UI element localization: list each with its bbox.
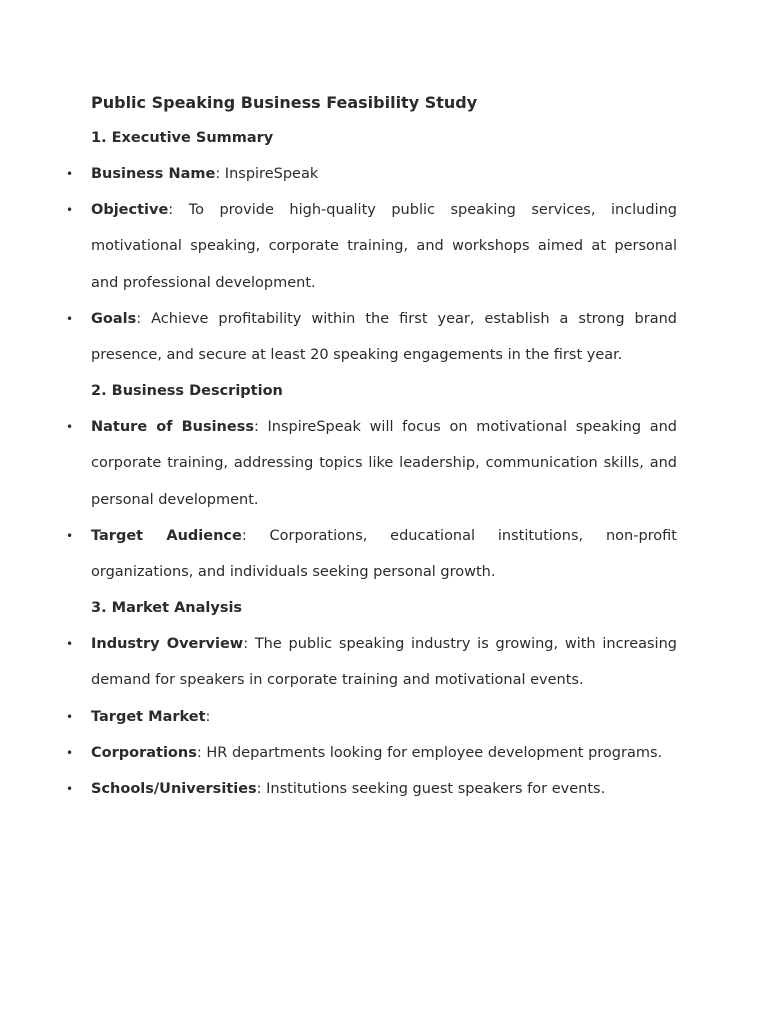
item-text: : InspireSpeak will focus on motivational speaking and corporate training, addressing topics like leadership, communication skills, and personal development.: [91, 419, 677, 508]
list-item: [66, 192, 677, 301]
item-term: Target Audience: [91, 527, 242, 544]
bullet-icon: •: [66, 203, 74, 218]
business-description-list: [66, 409, 677, 590]
section-heading-business-description: 2. Business Description: [91, 383, 283, 400]
list-item: [66, 626, 677, 698]
list-item: [66, 301, 677, 373]
list-item: [66, 156, 677, 192]
document-title: Public Speaking Business Feasibility Study: [91, 93, 478, 112]
executive-summary-list: [66, 156, 677, 373]
list-item: [66, 409, 677, 518]
list-item: [66, 699, 677, 735]
item-text: : Institutions seeking guest speakers for events.: [256, 781, 606, 798]
item-text: : To provide high-quality public speaking services, including motivational speaking, corporate training, and workshops aimed at personal and professional development.: [91, 202, 677, 291]
bullet-icon: •: [66, 637, 74, 652]
bullet-icon: •: [66, 782, 74, 797]
item-text: : HR departments looking for employee development programs.: [196, 744, 663, 761]
bullet-icon: •: [66, 420, 74, 435]
list-item: [66, 518, 677, 590]
item-term: Schools/Universities: [91, 781, 257, 798]
item-text: : Achieve profitability within the first year, establish a strong brand presence, and secure at least 20 speaking engagements in the first year.: [91, 310, 677, 364]
item-term: Goals: [91, 310, 137, 327]
item-text: : InspireSpeak: [215, 166, 319, 182]
market-analysis-list: [66, 626, 677, 807]
section-heading-executive-summary: 1. Executive Summary: [91, 130, 274, 146]
item-term: Nature of Business: [91, 419, 254, 436]
item-term: Industry Overview: [91, 636, 244, 653]
item-text: :: [205, 708, 211, 725]
list-item: [66, 771, 677, 807]
section-heading-market-analysis: 3. Market Analysis: [91, 600, 243, 617]
item-term: Objective: [91, 202, 169, 219]
item-text: : The public speaking industry is growing, with increasing demand for speakers in corporate training and motivational events.: [91, 636, 677, 689]
bullet-icon: •: [66, 709, 74, 724]
item-term: Target Market: [91, 708, 206, 725]
bullet-icon: •: [66, 745, 74, 760]
document-content: [66, 86, 677, 807]
item-term: Business Name: [91, 166, 216, 182]
list-item: [66, 735, 677, 771]
bullet-icon: •: [66, 311, 74, 326]
bullet-icon: •: [66, 167, 74, 181]
item-text: : Corporations, educational institutions, non-profit organizations, and individuals seeking personal growth.: [91, 527, 677, 581]
bullet-icon: •: [66, 528, 74, 543]
item-term: Corporations: [91, 744, 197, 761]
